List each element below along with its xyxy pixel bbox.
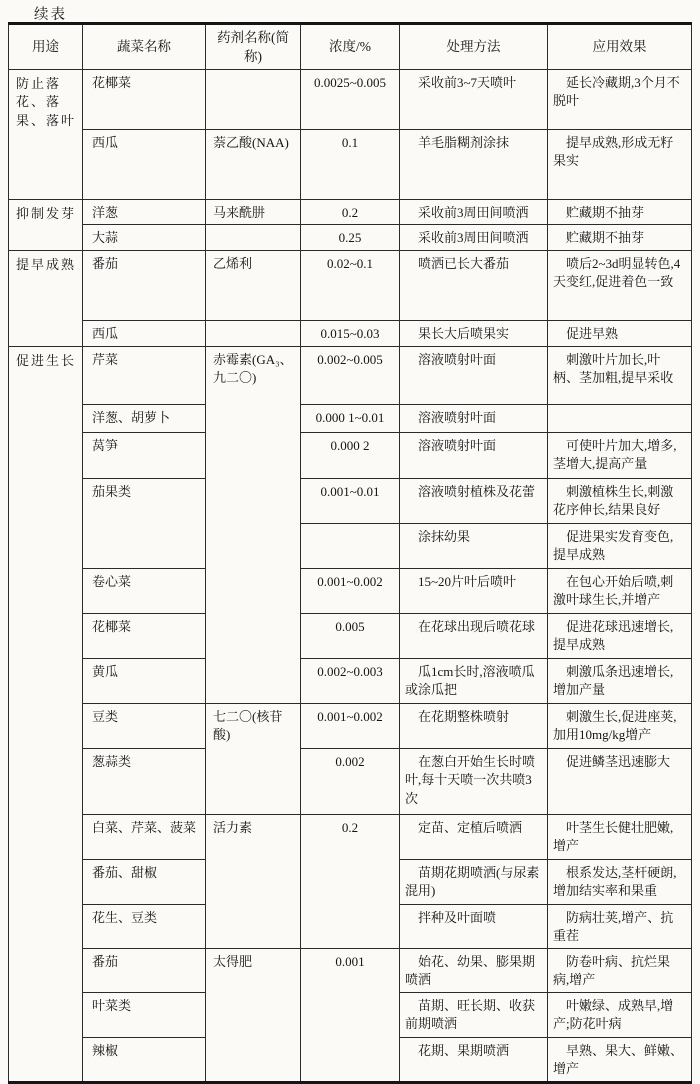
use-cell: 提早成熟 — [9, 250, 83, 346]
effect-cell: 刺激瓜条迅速增长,增加产量 — [548, 658, 692, 703]
table-row — [9, 748, 692, 814]
effect-cell: 可使叶片加大,增多,茎增大,提高产量 — [548, 432, 692, 478]
vegetable-cell: 叶菜类 — [83, 992, 206, 1037]
vegetable-cell: 西瓜 — [83, 130, 206, 200]
method-cell: 溶液喷射叶面 — [400, 432, 548, 478]
effect-cell: 刺激植株生长,刺激花序伸长,结果良好 — [548, 478, 692, 523]
method-cell: 羊毛脂糊剂涂抹 — [400, 130, 548, 200]
header-effect: 应用效果 — [548, 24, 692, 70]
vegetable-cell: 茄果类 — [83, 478, 206, 568]
effect-cell: 促进鳞茎迅速膨大 — [548, 748, 692, 814]
effect-cell: 喷后2~3d明显转色,4天变红,促进着色一致 — [548, 250, 692, 320]
drug-cell — [206, 320, 301, 346]
method-cell: 定苗、定植后喷洒 — [400, 814, 548, 859]
vegetable-cell: 大蒜 — [83, 225, 206, 250]
effect-cell: 促进果实发育变色,提早成熟 — [548, 523, 692, 568]
concentration-cell: 0.1 — [301, 130, 400, 200]
drug-cell: 赤霉素(GA₃、九二〇) — [206, 346, 301, 703]
method-cell: 在葱白开始生长时喷叶,每十天喷一次共喷3次 — [400, 748, 548, 814]
table-row — [9, 200, 692, 225]
effect-cell: 贮藏期不抽芽 — [548, 200, 692, 225]
use-cell: 抑制发芽 — [9, 200, 83, 251]
header-row — [9, 24, 692, 70]
table-row — [9, 948, 692, 992]
effect-cell: 防卷叶病、抗烂果病,增产 — [548, 948, 692, 992]
method-cell: 喷洒已长大番茄 — [400, 250, 548, 320]
use-cell: 防止落花、落果、落叶 — [9, 70, 83, 200]
effect-cell: 叶嫩绿、成熟早,增产;防花叶病 — [548, 992, 692, 1037]
concentration-cell: 0.000 1~0.01 — [301, 404, 400, 432]
effect-cell: 在包心开始后喷,刺激叶球生长,并增产 — [548, 568, 692, 613]
header-method: 处理方法 — [400, 24, 548, 70]
drug-cell: 七二〇(核苷酸) — [206, 703, 301, 814]
drug-cell: 太得肥 — [206, 948, 301, 1082]
table-row — [9, 320, 692, 346]
table-row — [9, 70, 692, 130]
table-row — [9, 814, 692, 859]
continued-table-label: 续表 — [34, 7, 67, 23]
concentration-cell: 0.02~0.1 — [301, 250, 400, 320]
effect-cell: 贮藏期不抽芽 — [548, 225, 692, 250]
method-cell: 15~20片叶后喷叶 — [400, 568, 548, 613]
vegetable-cell: 辣椒 — [83, 1037, 206, 1082]
vegetable-cell: 西瓜 — [83, 320, 206, 346]
effect-cell: 提早成熟,形成无籽果实 — [548, 130, 692, 200]
table-row — [9, 658, 692, 703]
drug-cell: 萘乙酸(NAA) — [206, 130, 301, 200]
effect-cell: 刺激生长,促进座荚,加用10mg/kg增产 — [548, 703, 692, 748]
concentration-cell: 0.001 — [301, 948, 400, 1082]
drug-cell — [206, 225, 301, 250]
method-cell: 采收前3~7天喷叶 — [400, 70, 548, 130]
vegetable-cell: 花椰菜 — [83, 70, 206, 130]
method-cell: 拌种及叶面喷 — [400, 904, 548, 948]
vegetable-cell: 番茄 — [83, 250, 206, 320]
use-cell: 促进生长 — [9, 346, 83, 1082]
effect-cell: 延长冷藏期,3个月不脱叶 — [548, 70, 692, 130]
concentration-cell: 0.0025~0.005 — [301, 70, 400, 130]
concentration-cell: 0.2 — [301, 814, 400, 948]
method-cell: 瓜1cm长时,溶液喷瓜或涂瓜把 — [400, 658, 548, 703]
concentration-cell: 0.001~0.01 — [301, 478, 400, 523]
table-row — [9, 404, 692, 432]
method-cell: 采收前3周田间喷洒 — [400, 225, 548, 250]
effect-cell: 促进花球迅速增长,提早成熟 — [548, 613, 692, 658]
table-row — [9, 250, 692, 320]
table-row — [9, 568, 692, 613]
effect-cell: 早熟、果大、鲜嫩、增产 — [548, 1037, 692, 1082]
table-row — [9, 703, 692, 748]
effect-cell: 叶茎生长健壮肥嫩,增产 — [548, 814, 692, 859]
effect-cell: 促进早熟 — [548, 320, 692, 346]
concentration-cell: 0.002 — [301, 748, 400, 814]
method-cell: 果长大后喷果实 — [400, 320, 548, 346]
effect-cell — [548, 404, 692, 432]
concentration-cell: 0.001~0.002 — [301, 568, 400, 613]
concentration-cell: 0.005 — [301, 613, 400, 658]
header-drug: 药剂名称(简称) — [206, 24, 301, 70]
method-cell: 采收前3周田间喷洒 — [400, 200, 548, 225]
drug-cell: 活力素 — [206, 814, 301, 948]
header-use: 用途 — [9, 24, 83, 70]
method-cell: 溶液喷射植株及花蕾 — [400, 478, 548, 523]
drug-cell — [206, 70, 301, 130]
effect-cell: 根系发达,茎杆硬朗,增加结实率和果重 — [548, 859, 692, 904]
concentration-cell — [301, 523, 400, 568]
concentration-cell: 0.000 2 — [301, 432, 400, 478]
vegetable-cell: 葱蒜类 — [83, 748, 206, 814]
method-cell: 花期、果期喷洒 — [400, 1037, 548, 1082]
drug-cell: 乙烯利 — [206, 250, 301, 320]
method-cell: 苗期、旺长期、收获前期喷洒 — [400, 992, 548, 1037]
concentration-cell: 0.015~0.03 — [301, 320, 400, 346]
method-cell: 涂抹幼果 — [400, 523, 548, 568]
vegetable-cell: 白菜、芹菜、菠菜 — [83, 814, 206, 859]
method-cell: 在花期整株喷射 — [400, 703, 548, 748]
concentration-cell: 0.2 — [301, 200, 400, 225]
table-row — [9, 130, 692, 200]
concentration-cell: 0.25 — [301, 225, 400, 250]
vegetable-cell: 番茄、甜椒 — [83, 859, 206, 904]
vegetable-cell: 番茄 — [83, 948, 206, 992]
effect-cell: 刺激叶片加长,叶柄、茎加粗,提早采收 — [548, 346, 692, 404]
table-row — [9, 432, 692, 478]
vegetable-cell: 花生、豆类 — [83, 904, 206, 948]
regulator-table — [8, 22, 692, 1084]
vegetable-cell: 花椰菜 — [83, 613, 206, 658]
header-vegetable: 蔬菜名称 — [83, 24, 206, 70]
effect-cell: 防病壮荚,增产、抗重茬 — [548, 904, 692, 948]
method-cell: 溶液喷射叶面 — [400, 346, 548, 404]
table-row — [9, 346, 692, 404]
table-row — [9, 478, 692, 523]
concentration-cell: 0.002~0.005 — [301, 346, 400, 404]
vegetable-cell: 芹菜 — [83, 346, 206, 404]
method-cell: 苗期花期喷洒(与尿素混用) — [400, 859, 548, 904]
concentration-cell: 0.001~0.002 — [301, 703, 400, 748]
method-cell: 在花球出现后喷花球 — [400, 613, 548, 658]
method-cell: 始花、幼果、膨果期喷洒 — [400, 948, 548, 992]
vegetable-cell: 洋葱、胡萝卜 — [83, 404, 206, 432]
concentration-cell: 0.002~0.003 — [301, 658, 400, 703]
vegetable-cell: 卷心菜 — [83, 568, 206, 613]
drug-cell: 马来酰肼 — [206, 200, 301, 225]
table-row — [9, 613, 692, 658]
table-row — [9, 225, 692, 250]
vegetable-cell: 豆类 — [83, 703, 206, 748]
vegetable-cell: 黄瓜 — [83, 658, 206, 703]
method-cell: 溶液喷射叶面 — [400, 404, 548, 432]
vegetable-cell: 莴笋 — [83, 432, 206, 478]
vegetable-cell: 洋葱 — [83, 200, 206, 225]
header-concentration: 浓度/% — [301, 24, 400, 70]
